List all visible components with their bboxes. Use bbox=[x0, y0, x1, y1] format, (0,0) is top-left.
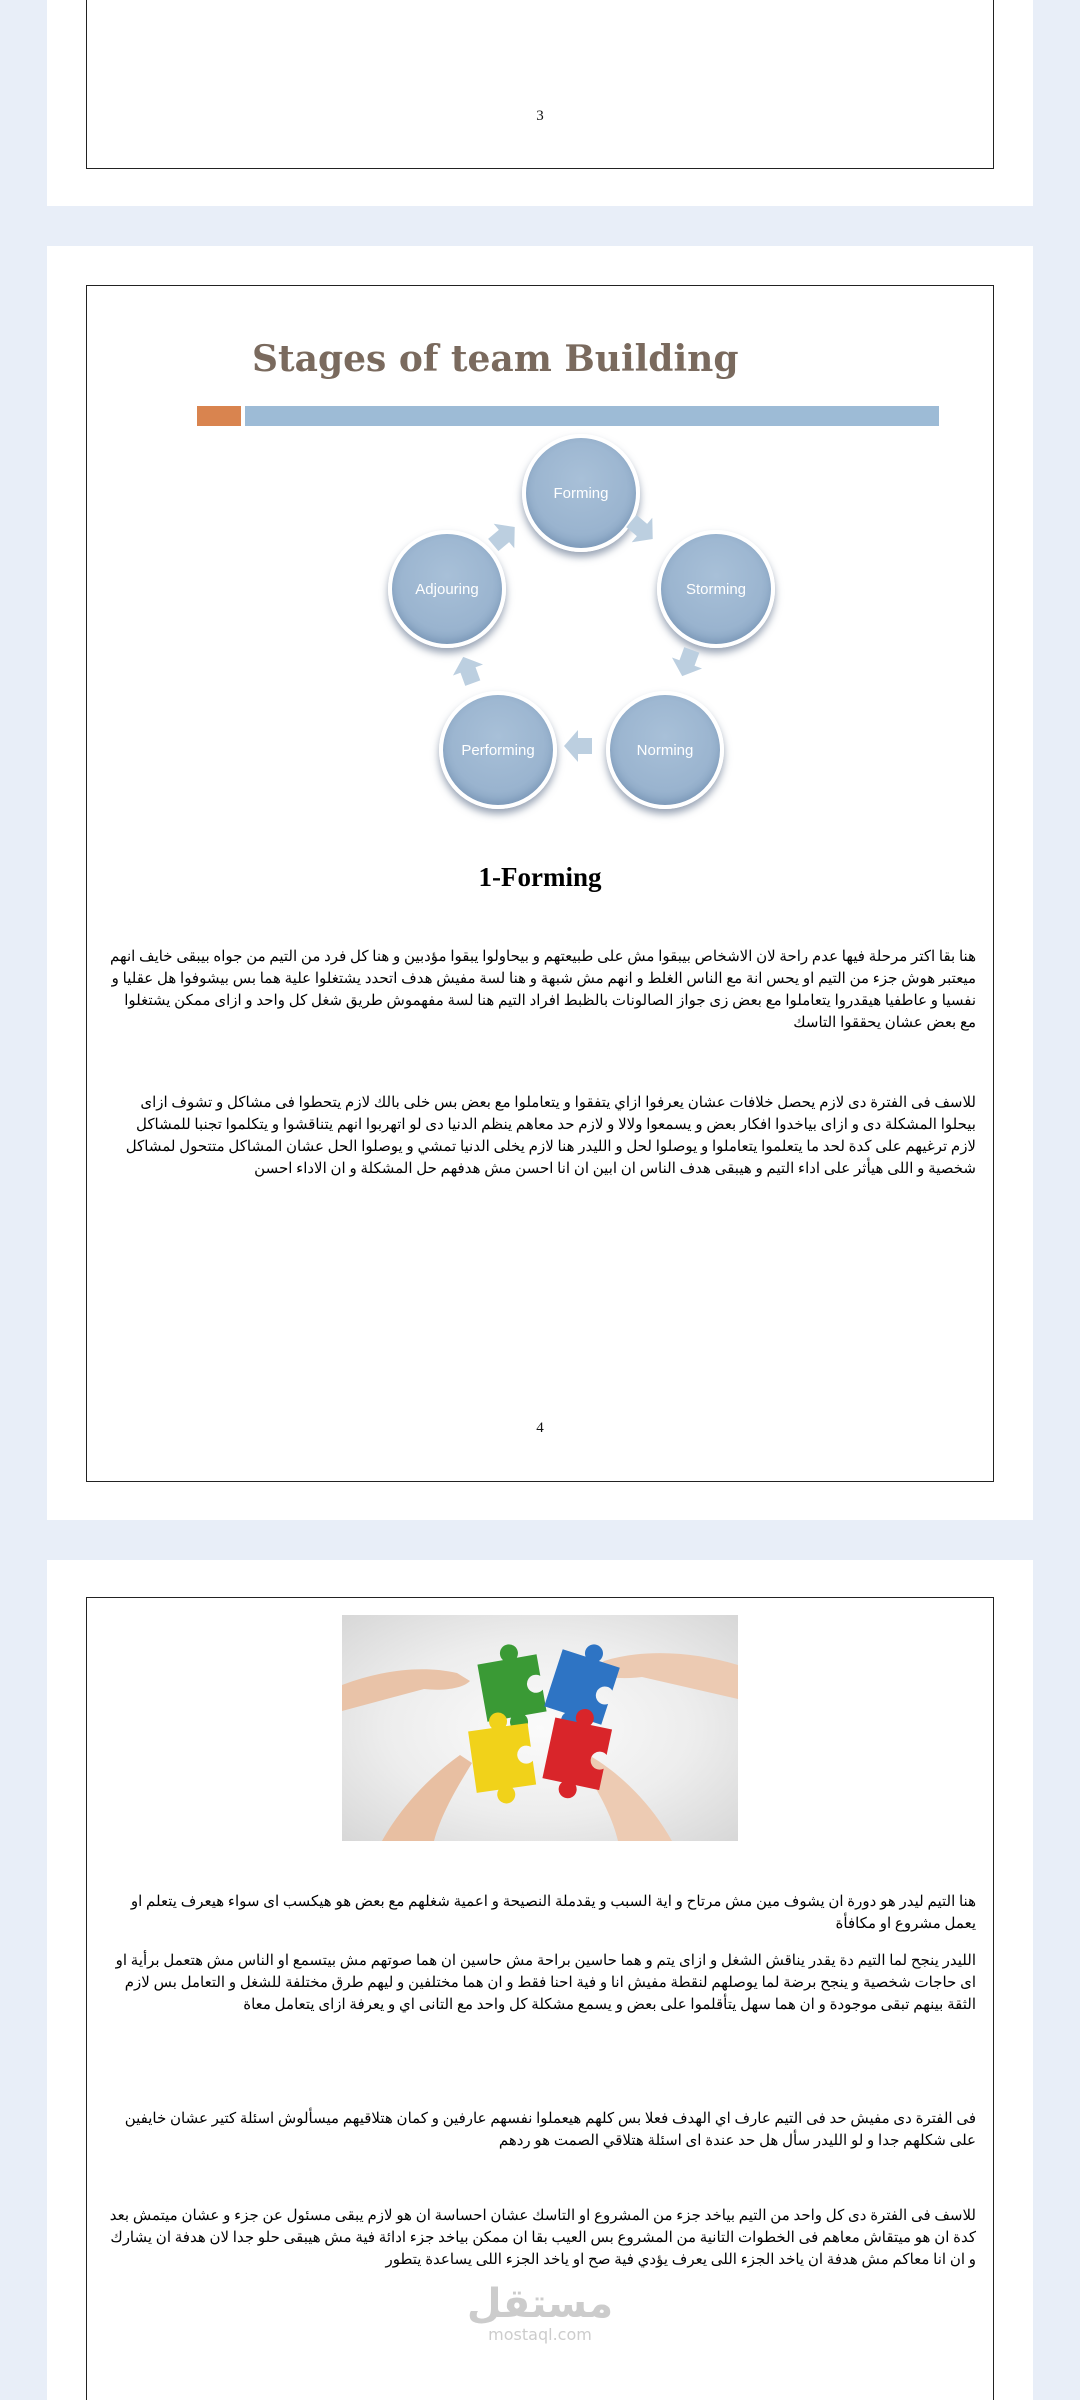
leader-paragraph-1: هنا التيم ليدر هو دورة ان يشوف مين مش مرتاح و اية السبب و يقدملة النصيحة و اعمية شغلهم مع بعض هو هيكسب اى سواء هيعرف يتعلم او يعمل مشروع او مكافأة bbox=[130, 1894, 976, 1932]
hand-icon bbox=[382, 1755, 472, 1841]
page-3-border bbox=[86, 0, 994, 169]
stage-label: Norming bbox=[636, 741, 694, 759]
stage-forming-node bbox=[522, 434, 640, 552]
leader-paragraph-2: الليدر ينجح لما التيم دة يقدر يناقش الشغل و ازاى يتم و هما حاسين براحة مش حاسين ان هما صوتهم مش بيتسمع او الناس مش هتعمل برأية او اى حاجات شخصية و ينجح برضة لما يوصلهم لنقطة مفيش انا و فية احنا فقط و ان هما مختلفين و ليهم طرق مختلفة للشغل و التعامل بس لازم الثقة بينهم تبقى موجودة و ان هما سهل يتأقلموا على بعض و يسمع مشكلة كل واحد مع التانى اي و يعرفة ازاى يتعامل معاة bbox=[115, 1953, 976, 2013]
arrow-adjouring-to-forming-icon bbox=[486, 518, 522, 554]
forming-paragraph-1: هنا بقا اكتر مرحلة فيها عدم راحة لان الاشخاص بيبقوا مش على طبيعتهم و بيحاولوا يبقوا مؤدبين و هنا كل فرد من التيم من جواه بيبقى خايف انهم ميعتبر هوش جزء من التيم او يحس انة مع الناس الغلط و انهم مش شبهة و هنا لسة مفيش هدف اتحدد يشتغلوا علية هما بس بيشوفوا هل عقليا و نفسيا و عاطفيا هيقدروا يتعاملوا مع بعض زى جواز الصالونات بالظبط افراد التيم هنا لسة مفهموش طريق شغل كل واحد و ازاى ممكن يشتغلوا مع بعض عشان يحققوا التاسك bbox=[110, 949, 976, 1031]
stage-label: Storming bbox=[685, 580, 747, 598]
page-number: 4 bbox=[536, 1420, 544, 1436]
leader-paragraph-3: فى الفترة دى مفيش حد فى التيم عارف اي الهدف فعلا بس كلهم هيعملوا نفسهم عارفين و كمان هتلاقيهم ميسألوش اسئلة كتير عشان خايفين على شكلهم جدا و لو الليدر سأل هل حد عندة اى اسئلة هتلاقي الصمت هو ردهم bbox=[124, 2111, 976, 2149]
section-heading: 1-Forming bbox=[478, 862, 602, 892]
hand-icon bbox=[342, 1669, 470, 1711]
arrow-forming-to-storming-icon bbox=[624, 512, 660, 548]
page-3-sheet bbox=[47, 0, 1033, 206]
stage-label: Adjouring bbox=[415, 580, 479, 598]
title-accent-bar-blue bbox=[245, 406, 939, 426]
stage-norming-node bbox=[606, 691, 724, 809]
leader-paragraph-4: للاسف فى الفترة دى كل واحد من التيم بياخد جزء من المشروع او التاسك عشان احساسة ان هو لازم يبقى مسئول عن جزء و عشان ميتمش بعد كدة ان هو ميتقاش معاهم فى الخطوات التانية من المشروع بس العيب بقا ان ممكن بياخد جزء ادائة فية مش هيبقى حلو جدا لان هدفة ان يشارك و ان انا معاكم مش هدفة ان ياخد الجزء اللى يعرف يؤدي فية صح او ياخد الجزء اللى يساعدة يتطور bbox=[109, 2208, 976, 2268]
puzzle-piece-icon bbox=[475, 1640, 549, 1736]
puzzle-hands-photo bbox=[342, 1615, 738, 1841]
stage-label: Performing bbox=[461, 741, 535, 759]
arrow-storming-to-norming-icon bbox=[669, 645, 705, 681]
stage-storming-node bbox=[657, 530, 775, 648]
watermark-latin: mostaql.com bbox=[488, 2325, 592, 2344]
watermark-arabic: مستقل bbox=[466, 2281, 614, 2327]
mostaql-watermark bbox=[0, 2282, 1080, 2344]
puzzle-piece-icon bbox=[466, 1709, 538, 1808]
forming-paragraph-2: للاسف فى الفترة دى لازم يحصل خلافات عشان يعرفوا ازاي يتفقوا و يتعاملوا مع بعض بس خلى بالك لازم يتحطوا فى مشاكل و تشوف ازاى بيحلوا المشكلة دى و ازاى بياخدوا افكار بعض و يسمعوا ولالا و لازم حد معاهم ينظم الدنيا دى لو اتهربوا انهم يتناقشوا و يتكلموا تجنبا للمشاكل لازم ترغيهم على كدة لحد ما يتعلموا يتعاملوا و يوصلوا لحل و الليدر هنا لازم يخلى الدنيا تمشي و يوصلوا الحل عشان المشاكل متتحول لمشاكل شخصية و اللى هيأثر على اداء التيم و هيبقى هدف الناس ان ابين ان انا احسن مش هدفهم حل المشكلة و ان الاداء احسن bbox=[125, 1095, 976, 1177]
stage-performing-node bbox=[439, 691, 557, 809]
stage-label: Forming bbox=[553, 484, 609, 502]
slide-title: Stages of team Building bbox=[252, 338, 739, 380]
page-number: 3 bbox=[536, 108, 544, 124]
puzzle-hands-illustration bbox=[342, 1615, 738, 1841]
title-accent-bar-orange bbox=[197, 406, 241, 426]
arrow-performing-to-adjouring-icon bbox=[450, 652, 486, 688]
arrow-norming-to-performing-icon bbox=[560, 728, 596, 764]
